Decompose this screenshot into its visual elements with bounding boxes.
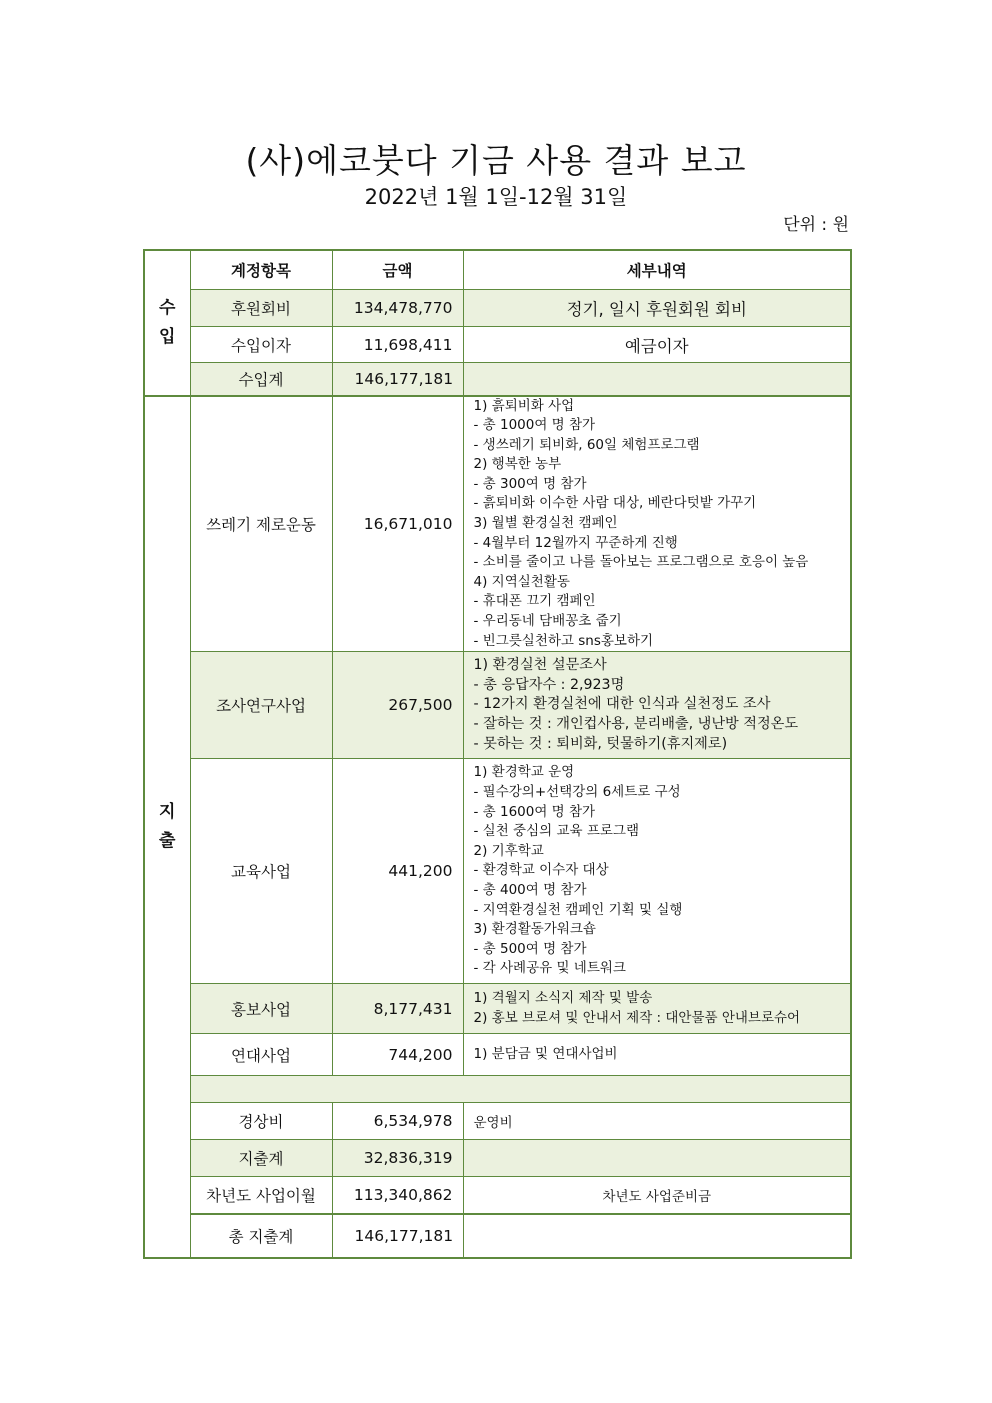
spacer-cell (190, 1076, 851, 1103)
grand-total-detail (463, 1214, 851, 1258)
detail-line: - 12가지 환경실천에 대한 인식과 실천정도 조사 (473, 696, 771, 713)
row-item: 연대사업 (190, 1034, 332, 1076)
detail-line: - 총 300여 명 참가 (473, 475, 587, 492)
detail-line: - 총 1600여 명 참가 (473, 803, 596, 820)
expense-total-label: 지출계 (190, 1140, 332, 1177)
detail-line: 1) 환경학교 운영 (473, 764, 575, 781)
detail-line: 1) 환경실천 설문조사 (473, 657, 607, 674)
row-item: 후원회비 (190, 290, 332, 327)
operating-row (144, 1103, 851, 1140)
row-detail: 운영비 (463, 1103, 851, 1140)
detail-list (474, 656, 841, 754)
detail-list (474, 1045, 841, 1065)
detail-line: 2) 기후학교 (473, 842, 544, 859)
table-row (144, 290, 851, 327)
expense-section-label: 지 출 (144, 396, 190, 1258)
expense-total-detail (463, 1140, 851, 1177)
row-detail (463, 1034, 851, 1076)
detail-line: 1) 흙퇴비화 사업 (473, 397, 575, 414)
row-detail: 예금이자 (463, 327, 851, 363)
detail-line: - 못하는 것 : 퇴비화, 텃물하기(휴지제로) (473, 735, 728, 752)
detail-line: 3) 월별 환경실천 캠페인 (473, 515, 618, 532)
detail-line: - 우리동네 담배꽁초 줍기 (473, 613, 622, 630)
header-amount: 금액 (332, 250, 463, 290)
income-total-label: 수입계 (190, 363, 332, 396)
row-item: 수입이자 (190, 327, 332, 363)
income-total-detail (463, 363, 851, 396)
detail-line: 2) 행복한 농부 (473, 456, 562, 473)
table-row (144, 984, 851, 1034)
header-detail: 세부내역 (463, 250, 851, 290)
spacer-row (144, 1076, 851, 1103)
detail-list (474, 397, 841, 652)
detail-line: - 각 사례공유 및 네트워크 (473, 960, 626, 977)
detail-line: 1) 격월지 소식지 제작 및 발송 (473, 990, 653, 1007)
row-item: 교육사업 (190, 759, 332, 984)
table-row (144, 759, 851, 984)
row-amount: 441,200 (332, 759, 463, 984)
row-detail: 차년도 사업준비금 (463, 1177, 851, 1214)
report-period: 2022년 1월 1일-12월 31일 (364, 185, 628, 209)
income-section-label: 수 입 (144, 250, 190, 396)
detail-line: 3) 환경활동가워크숍 (473, 921, 596, 938)
row-detail (463, 652, 851, 759)
row-item: 쓰레기 제로운동 (190, 396, 332, 652)
grand-total-row (144, 1214, 851, 1258)
row-detail: 정기, 일시 후원회원 회비 (463, 290, 851, 327)
detail-line: - 잘하는 것 : 개인컵사용, 분리배출, 냉난방 적정온도 (473, 716, 799, 733)
expense-total-row (144, 1140, 851, 1177)
detail-line: - 총 400여 명 참가 (473, 882, 587, 899)
row-amount: 8,177,431 (332, 984, 463, 1034)
unit-label: 단위 : 원 (783, 215, 849, 235)
row-detail (463, 984, 851, 1034)
detail-line: - 4월부터 12월까지 꾸준하게 진행 (473, 534, 678, 551)
detail-line: - 필수강의+선택강의 6세트로 구성 (473, 784, 681, 801)
detail-line: - 환경학교 이수자 대상 (473, 862, 609, 879)
grand-total-amount: 146,177,181 (332, 1214, 463, 1258)
carryover-row (144, 1177, 851, 1214)
detail-list (474, 989, 841, 1028)
detail-line: - 총 500여 명 참가 (473, 940, 587, 957)
expense-total-amount: 32,836,319 (332, 1140, 463, 1177)
income-total-amount: 146,177,181 (332, 363, 463, 396)
detail-line: - 빈그릇실천하고 sns홍보하기 (473, 632, 654, 649)
row-detail (463, 396, 851, 652)
detail-line: - 휴대폰 끄기 캠페인 (473, 593, 596, 610)
row-amount: 11,698,411 (332, 327, 463, 363)
row-item: 홍보사업 (190, 984, 332, 1034)
table-row (144, 327, 851, 363)
table-row (144, 1034, 851, 1076)
report-title: (사)에코붓다 기금 사용 결과 보고 (245, 141, 747, 180)
detail-line: - 지역환경실천 캠페인 기획 및 실행 (473, 901, 683, 918)
row-amount: 744,200 (332, 1034, 463, 1076)
detail-line: 2) 홍보 브로셔 및 안내서 제작 : 대안물품 안내브로슈어 (473, 1009, 801, 1026)
table-row (144, 396, 851, 652)
row-amount: 134,478,770 (332, 290, 463, 327)
detail-line: - 총 1000여 명 참가 (473, 417, 596, 434)
detail-line: - 실천 중심의 교육 프로그램 (473, 823, 639, 840)
row-amount: 267,500 (332, 652, 463, 759)
header-item: 계정항목 (190, 250, 332, 290)
detail-line: - 생쓰레기 퇴비화, 60일 체험프로그램 (473, 436, 700, 453)
detail-line: - 흙퇴비화 이수한 사람 대상, 베란다텃밭 가꾸기 (473, 495, 757, 512)
fund-report-table (143, 249, 852, 1259)
header-row (144, 250, 851, 290)
grand-total-label: 총 지출계 (190, 1214, 332, 1258)
row-amount: 6,534,978 (332, 1103, 463, 1140)
table-row (144, 652, 851, 759)
income-total-row (144, 363, 851, 396)
detail-list (474, 763, 841, 979)
row-amount: 16,671,010 (332, 396, 463, 652)
row-item: 차년도 사업이월 (190, 1177, 332, 1214)
detail-line: - 총 응답자수 : 2,923명 (473, 676, 625, 693)
row-amount: 113,340,862 (332, 1177, 463, 1214)
row-item: 경상비 (190, 1103, 332, 1140)
row-detail (463, 759, 851, 984)
row-item: 조사연구사업 (190, 652, 332, 759)
detail-line: 1) 분담금 및 연대사업비 (473, 1045, 618, 1062)
detail-line: - 소비를 줄이고 나를 돌아보는 프로그램으로 호응이 높음 (473, 554, 809, 571)
detail-line: 4) 지역실천활동 (473, 573, 570, 590)
